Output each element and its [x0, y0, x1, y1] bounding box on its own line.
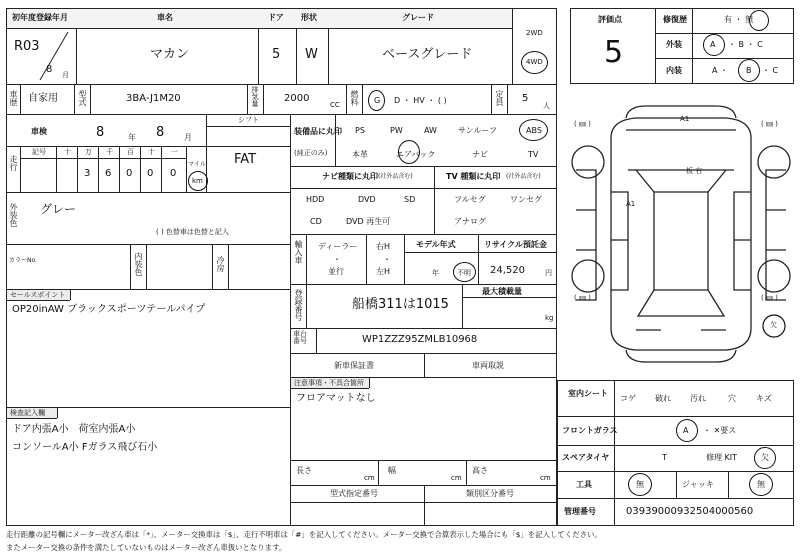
equip-tv: TV	[528, 150, 539, 159]
car-name-label: 車名	[157, 13, 173, 22]
exterior-a-circle	[703, 34, 725, 56]
tools-value: 無	[636, 480, 644, 489]
equip-abs: ABS	[526, 126, 542, 135]
equip-pw: PW	[390, 126, 403, 135]
repair-options: 有 ・ 無	[724, 15, 754, 24]
svg-text:( ㎜ ): ( ㎜ )	[574, 294, 591, 302]
mileage-unit-mile: マイル	[188, 161, 206, 168]
svg-text:( ㎜ ): ( ㎜ )	[761, 294, 778, 302]
recycle-value: 24,520	[490, 265, 525, 276]
interior-color-label: 内装色	[134, 252, 143, 276]
interior-label: 内装	[666, 66, 682, 75]
interior-a: A ・	[712, 66, 729, 75]
tv-fullseg: フルセグ	[454, 195, 486, 204]
door-label: ドア	[268, 13, 284, 22]
mileage-header-sign: 記号	[32, 148, 46, 156]
fuel-rest: D ・ HV ・ ( )	[394, 96, 447, 105]
height-unit: cm	[540, 474, 551, 482]
import-right-h: 右H	[376, 242, 391, 251]
inspector-line2: コンソールA小 Fガラス飛び石小	[12, 442, 158, 453]
registration-value: 船橋311は1015	[352, 297, 449, 312]
color-change-note: ( ) 色替車は色替と記入	[156, 228, 229, 236]
usage-label: 車歴	[9, 90, 18, 106]
mileage-digit: 0	[170, 168, 177, 179]
door-value: 5	[272, 47, 281, 62]
fuel-g: G	[374, 96, 381, 105]
width-label: 幅	[388, 466, 396, 475]
model-label: 型式	[78, 90, 87, 106]
displacement-value: 2000	[284, 93, 310, 104]
exterior-a: A	[710, 40, 716, 49]
mgmt-label: 管理番号	[564, 507, 596, 516]
tv-analog: アナログ	[454, 217, 486, 226]
mileage-digit: 6	[105, 168, 112, 179]
fuel-g-circle	[368, 90, 385, 111]
grade-label: グレード	[402, 13, 434, 22]
mileage-header-100: 百	[127, 148, 134, 156]
shift-label: シフト	[238, 116, 259, 124]
color-label: 外装色	[9, 203, 18, 227]
usage-value: 自家用	[28, 93, 58, 104]
type-no-label: 型式指定番号	[330, 489, 378, 498]
equip-navi: ナビ	[472, 150, 488, 159]
equip-airbag: エアバック	[396, 150, 436, 159]
shape-value: W	[305, 47, 318, 62]
drive-4wd: 4WD	[526, 58, 543, 66]
inspector-label: 検査記入欄	[10, 409, 45, 417]
mileage-unit-km: km	[192, 177, 203, 185]
recycle-unit: 円	[545, 269, 552, 277]
jack-label: ジャッキ	[682, 480, 714, 489]
seat-scratch: キズ	[756, 394, 772, 403]
glass-a: A	[683, 426, 689, 435]
spare-label: スペアタイヤ	[562, 453, 610, 462]
manual-label: 車両取説	[472, 361, 504, 370]
sales-point-text: OP20inAW ブラックスポーツテールパイプ	[12, 304, 206, 315]
model-year-label: モデル年式	[416, 240, 456, 249]
mileage-header-1k: 千	[106, 148, 113, 156]
inspection-year: 8	[96, 125, 105, 140]
import-parallel: 並行	[328, 267, 344, 276]
score-label: 評価点	[598, 15, 622, 24]
mgmt-value: 03939000932504000560	[626, 506, 754, 517]
repair-label: 修復歴	[663, 15, 687, 24]
svg-text:( ㎜ ): ( ㎜ )	[761, 120, 778, 128]
interior-c: ・ C	[762, 66, 779, 75]
capacity-label: 定員	[495, 90, 504, 106]
length-unit: cm	[364, 474, 375, 482]
seat-burn: コゲ	[620, 394, 636, 403]
caution-value: フロアマットなし	[296, 393, 376, 404]
reg-year-label: 初年度登録年月	[12, 13, 68, 22]
inspector-line1: ドア内張A小 荷室内張A小	[12, 424, 136, 435]
equipment-label: 装備品に丸印	[294, 127, 342, 136]
car-name-value: マカン	[150, 47, 190, 62]
seat-label: 室内シート	[568, 389, 608, 398]
max-load-unit: kg	[545, 314, 554, 322]
max-load-label: 最大積載量	[482, 287, 522, 296]
import-label: 輸入車	[294, 240, 303, 264]
reg-year-value: R03	[14, 39, 40, 54]
exterior-rest: ・ B ・ C	[728, 40, 763, 49]
mileage-digit: 0	[147, 168, 154, 179]
spare-kit: 修理 KIT	[706, 453, 738, 462]
shift-value: FAT	[234, 152, 257, 167]
navi-cd: CD	[310, 217, 322, 226]
svg-text:( ㎜ ): ( ㎜ )	[574, 120, 591, 128]
displacement-label: 排気量	[251, 86, 259, 107]
navi-hdd: HDD	[306, 195, 325, 204]
diagram-mark-roof: 板 右	[686, 167, 703, 175]
navi-note: (社外品含む)	[378, 173, 413, 180]
grade-value: ベースグレード	[382, 47, 473, 62]
mileage-header-1: 一	[171, 148, 178, 156]
inspection-month: 8	[156, 125, 165, 140]
spare-none-circle	[754, 447, 776, 469]
navi-dvd: DVD	[358, 195, 376, 204]
mileage-header-10k: 万	[85, 148, 92, 156]
tv-oneseg: ワンセグ	[510, 195, 542, 204]
equip-abs-circle	[519, 119, 548, 141]
fuel-label: 燃料	[350, 90, 359, 106]
shape-label: 形状	[301, 13, 317, 22]
mileage-label: 走行	[9, 155, 18, 171]
inspection-year-unit: 年	[128, 133, 136, 142]
diagram-mark-rear: 欠	[770, 321, 777, 329]
length-label: 長さ	[296, 466, 312, 475]
interior-b: B	[746, 66, 752, 75]
exterior-label: 外装	[666, 40, 682, 49]
chassis-label: 車台番号	[293, 330, 307, 345]
unknown-circle	[453, 262, 476, 282]
capacity-value: 5	[522, 93, 529, 104]
interior-b-circle	[738, 59, 760, 82]
chassis-value: WP1ZZZ95ZMLB10968	[362, 334, 478, 345]
equipment-sublabel: (純正のみ)	[294, 149, 328, 157]
inspection-month-unit: 月	[184, 133, 192, 142]
seat-tear: 破れ	[655, 394, 671, 403]
equip-leather: 本革	[352, 150, 368, 159]
drive-2wd: 2WD	[526, 29, 543, 37]
category-no-label: 類別区分番号	[466, 489, 514, 498]
diagram-mark-left: A1	[626, 200, 636, 208]
spare-none: 欠	[761, 453, 769, 462]
mileage-digit: 3	[84, 168, 91, 179]
equip-airbag-circle	[398, 140, 420, 164]
reg-month-value: 8	[46, 64, 53, 75]
month-unit: 月	[62, 71, 69, 79]
tools-label: 工具	[576, 480, 592, 489]
repair-no-circle	[749, 10, 769, 31]
footer-line2: またメーター交換の条件を満たしていないものはメーター改ざん車扱いとなります。	[6, 543, 287, 552]
height-label: 高さ	[472, 466, 488, 475]
import-dot-2: ・	[383, 255, 391, 264]
navi-sd: SD	[404, 195, 416, 204]
equip-sunroof: サンルーフ	[458, 126, 497, 135]
import-dot: ・	[333, 255, 341, 264]
caution-label: 注意事項・不具合箇所	[294, 379, 364, 387]
mileage-header-10: 十	[148, 148, 155, 156]
car-damage-diagram	[566, 100, 796, 370]
displacement-unit: CC	[330, 101, 340, 109]
score-value: 5	[604, 35, 624, 70]
model-year-unit: 年	[432, 269, 439, 277]
warranty-label: 新車保証書	[334, 361, 374, 370]
registration-label: 登録番号	[294, 289, 303, 321]
footer-line1: 走行距離の記号欄にメーター改ざん車は「*」、メーター交換車は「$」、走行不明車は「#」を記入してください。メーター交換で合算表示した場合にも「$」を記入してください。	[6, 530, 602, 539]
mileage-digit: 0	[126, 168, 133, 179]
model-value: 3BA-J1M20	[126, 93, 181, 104]
mileage-km-circle	[188, 171, 208, 191]
jack-none-circle	[749, 473, 773, 496]
tv-label: TV 種類に丸印	[446, 172, 501, 181]
recycle-label: リサイクル預託金	[484, 240, 547, 249]
capacity-unit: 人	[543, 102, 550, 110]
model-year-unknown: 不明	[457, 269, 471, 277]
spare-t: T	[662, 453, 667, 462]
drive-4wd-circle	[521, 51, 548, 74]
import-left-h: 左H	[376, 267, 391, 276]
diagram-mark-top: A1	[680, 115, 690, 123]
glass-rest: ・ ✕要ス	[703, 426, 737, 435]
tools-none-circle	[628, 473, 652, 496]
glass-label: フロントガラス	[562, 426, 618, 435]
navi-label: ナビ種類に丸印	[322, 172, 378, 181]
import-dealer: ディーラー	[318, 242, 358, 251]
inspection-label: 車検	[31, 127, 47, 136]
width-unit: cm	[451, 474, 462, 482]
color-value: グレー	[40, 202, 77, 216]
glass-a-circle	[676, 419, 698, 442]
equip-ps: PS	[355, 126, 365, 135]
jack-value: 無	[757, 480, 765, 489]
equip-aw: AW	[424, 126, 437, 135]
sales-point-label: セールスポイント	[10, 291, 66, 299]
color-no-label: カラーNo.	[9, 257, 37, 264]
navi-dvd-play: DVD 再生可	[346, 217, 391, 226]
mileage-header-100k: 十	[64, 148, 71, 156]
tv-note: (社外品含む)	[506, 173, 541, 180]
seat-hole: 穴	[728, 394, 736, 403]
cold-label: 冷房	[216, 256, 225, 272]
seat-dirt: 汚れ	[690, 394, 706, 403]
